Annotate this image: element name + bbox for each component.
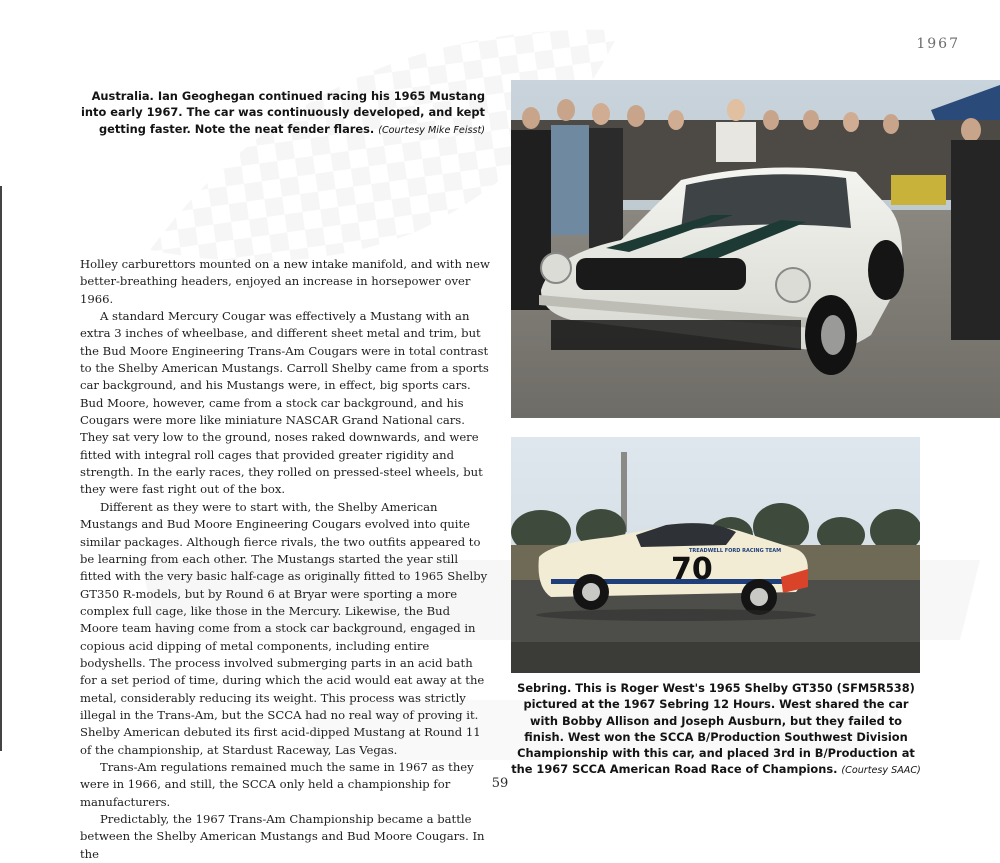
body-paragraph: Predictably, the 1967 Trans-Am Championship became a battle between the Shelby American Mustangs and Bud Moore Cougars. In the [80, 812, 485, 861]
body-paragraph: Trans-Am regulations remained much the same in 1967 as they were in 1966, and still, the SCCA only held a championship for manufacturers. [80, 759, 474, 809]
bottom-caption-text: Sebring. This is Roger West's 1965 Shelby GT350 (SFM5R538) pictured at the 1967 Sebring 12 Hours. West shared the car with Bobby Allison and Joseph Ausburn, but they failed to finish. West won the SCCA B/Production Southwest Division Championship with this car, and placed 3rd in B/Production at the 1967 SCCA American Road Race of Champions. [511, 681, 915, 777]
bottom-photo-caption [510, 680, 922, 780]
page-number: 59 [491, 776, 509, 791]
top-caption-credit: (Courtesy Mike Feisst) [378, 124, 485, 136]
photo-shelby-gt350-sebring [511, 437, 920, 673]
car-door-lettering: TREADWELL FORD RACING TEAM [689, 548, 782, 554]
body-paragraph: Holley carburettors mounted on a new intake manifold, and with new better-breathing headers, enjoyed an increase in horsepower over 1966. [80, 257, 490, 306]
body-text-column [80, 256, 490, 863]
top-photo-caption [80, 88, 485, 139]
top-caption-text: Australia. Ian Geoghegan continued racing his 1965 Mustang into early 1967. The car was continuously developed, and kept getting faster. Note the neat fender flares. [81, 89, 485, 136]
page-edge-rule [0, 186, 2, 751]
body-paragraph: A standard Mercury Cougar was effectively a Mustang with an extra 3 inches of wheelbase, and different sheet metal and trim, but the Bud Moore Engineering Trans-Am Cougars were in total contrast to the Shelby American Mustangs. Carroll Shelby came from a sports car background, and his Mustangs were, in effect, big sports cars. Bud Moore, however, came from a stock car background, and his Cougars were more like miniature NASCAR Grand National cars. They sat very low to the ground, noses raked downwards, and were fitted with integral roll cages that provided greater rigidity and strength. In the early races, they rolled on pressed-steel wheels, but they were fast right out of the box. [80, 309, 489, 497]
bottom-caption-credit: (Courtesy SAAC) [841, 765, 921, 777]
car-number-70: 70 [671, 552, 713, 587]
body-paragraph: Different as they were to start with, the Shelby American Mustangs and Bud Moore Engineering Cougars evolved into quite similar packages. Although fierce rivals, the two outfits appeared to be learning from each other. The Mustangs started the year still fitted with the very basic half-cage as originally fitted to 1965 Shelby GT350 R-models, but by Round 6 at Bryar were sporting a more complex full cage, like those in the Mercury. Likewise, the Bud Moore team having come from a stock car background, engaged in copious acid dipping of metal components, including entire bodyshells. The process involved submerging parts in an acid bath for a set period of time, during which the acid would eat away at the metal, considerably reducing its weight. This process was strictly illegal in the Trans-Am, but the SCCA had no real way of proving it. Shelby American debuted its first acid-dipped Mustang at Round 11 of the championship, at Stardust Raceway, Las Vegas. [80, 499, 488, 757]
running-header-year: 1967 [916, 36, 960, 52]
photo-mustang-crowd [511, 80, 1000, 418]
